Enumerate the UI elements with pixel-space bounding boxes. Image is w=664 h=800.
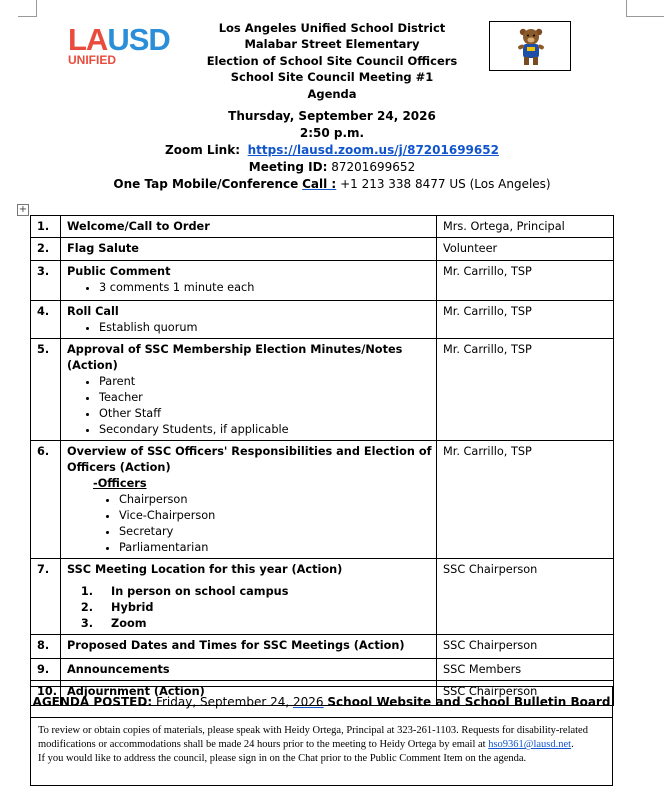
meeting-id-value: 87201699652 <box>331 160 416 174</box>
notice-text: To review or obtain copies of materials, please speak with Heidy Ortega, Principal at 323-261-1103. Requests for disability-related modifications or accommodations shall be made 24 hours prior to the meeting to Heidy Ortega by email at <box>38 725 588 751</box>
item-number: 6. <box>31 441 61 559</box>
logo-unified: UNIFIED <box>68 53 116 67</box>
document-header <box>160 20 504 102</box>
list-item: • Vice-Chairperson <box>119 508 432 524</box>
crop-mark-top-right <box>626 0 664 17</box>
item-title: Public Comment <box>67 265 171 278</box>
item-presenter: SSC Chairperson <box>437 635 614 659</box>
logo-usd: USD <box>107 22 170 57</box>
item-title: Welcome/Call to Order <box>67 220 210 233</box>
item-presenter: Mrs. Ortega, Principal <box>437 216 614 238</box>
call-label-underlined: Call : <box>302 177 337 191</box>
item-presenter: Mr. Carrillo, TSP <box>437 441 614 559</box>
item-number: 10. <box>31 681 61 706</box>
item-presenter: SSC Chairperson <box>437 559 614 635</box>
agenda-row <box>31 238 614 261</box>
call-line <box>100 176 564 193</box>
call-number: +1 213 338 8477 US (Los Angeles) <box>340 177 551 191</box>
agenda-row <box>31 635 614 659</box>
meeting-title: School Site Council Meeting #1 <box>230 70 434 85</box>
list-item: • 3 comments 1 minute each <box>99 280 432 296</box>
meeting-date: Thursday, September 24, 2026 <box>228 109 436 123</box>
agenda-row <box>31 659 614 681</box>
election-title: Election of School Site Council Officers <box>206 53 458 68</box>
item-title: Flag Salute <box>67 242 139 255</box>
agenda-row <box>31 261 614 301</box>
agenda-heading: Agenda <box>307 86 357 101</box>
item-title: Proposed Dates and Times for SSC Meetings (Action) <box>67 639 405 652</box>
list-item: • Parliamentarian <box>119 540 432 556</box>
list-item: • Other Staff <box>99 406 432 422</box>
item-presenter: SSC Members <box>437 659 614 681</box>
item-number: 9. <box>31 659 61 681</box>
meeting-id-label: Meeting ID: <box>248 160 328 174</box>
item-number: 7. <box>31 559 61 635</box>
list-item: • Secondary Students, if applicable <box>99 422 432 438</box>
principal-email-link[interactable]: hso9361@lausd.net <box>488 739 572 751</box>
item-presenter: Mr. Carrillo, TSP <box>437 339 614 441</box>
item-number: 4. <box>31 301 61 339</box>
item-title: Announcements <box>67 663 170 676</box>
meeting-time: 2:50 p.m. <box>299 126 365 140</box>
agenda-row <box>31 441 614 559</box>
logo-la: LA <box>68 22 108 57</box>
item-title: Adjournment (Action) <box>67 685 205 698</box>
accessibility-notice <box>30 717 613 786</box>
meeting-id-line <box>100 159 564 176</box>
numbered-item: 1. In person on school campus <box>97 584 432 600</box>
list-item: • Secretary <box>119 524 432 540</box>
numbered-item: 2. Hybrid <box>97 600 432 616</box>
item-presenter: Mr. Carrillo, TSP <box>437 261 614 301</box>
crop-mark-top-left <box>18 0 37 17</box>
notice-period: . <box>571 739 574 751</box>
list-item: • Parent <box>99 374 432 390</box>
officers-label: -Officers <box>93 477 147 490</box>
district-name: Los Angeles Unified School District <box>218 21 446 35</box>
call-label: One Tap Mobile/Conference <box>113 177 299 191</box>
item-title: Overview of SSC Officers' Responsibilities and Election of Officers (Action) <box>67 445 432 474</box>
item-title: Roll Call <box>67 305 119 318</box>
zoom-link[interactable]: https://lausd.zoom.us/j/87201699652 <box>247 143 499 157</box>
mascot-image <box>489 21 571 71</box>
lausd-logo <box>68 22 170 67</box>
numbered-item: 3. Zoom <box>97 616 432 632</box>
item-number: 2. <box>31 238 61 261</box>
item-title: SSC Meeting Location for this year (Action) <box>67 563 343 576</box>
list-item: • Establish quorum <box>99 320 432 336</box>
item-presenter: Mr. Carrillo, TSP <box>437 301 614 339</box>
list-item: • Chairperson <box>119 492 432 508</box>
item-number: 8. <box>31 635 61 659</box>
item-number: 1. <box>31 216 61 238</box>
agenda-row <box>31 559 614 635</box>
item-title: Approval of SSC Membership Election Minutes/Notes (Action) <box>67 343 403 372</box>
item-presenter: SSC Chairperson <box>437 681 614 706</box>
item-number: 3. <box>31 261 61 301</box>
posted-label: AGENDA POSTED: <box>32 695 153 709</box>
agenda-row <box>31 301 614 339</box>
posted-date: Friday, September 24, <box>155 695 290 709</box>
table-move-handle-icon[interactable]: + <box>18 204 28 215</box>
zoom-label: Zoom Link: <box>165 143 240 157</box>
agenda-row <box>31 216 614 238</box>
agenda-table <box>30 215 614 706</box>
posted-location: School Website and School Bulletin Board <box>327 695 611 709</box>
posted-year: 2026 <box>293 695 324 709</box>
item-presenter: Volunteer <box>437 238 614 261</box>
school-name: Malabar Street Elementary <box>244 37 420 52</box>
list-item: • Teacher <box>99 390 432 406</box>
public-comment-note: If you would like to address the council, please sign in on the Chat prior to the Public Comment Item on the agenda. <box>38 753 527 765</box>
agenda-posted-banner <box>30 686 613 718</box>
agenda-row <box>31 339 614 441</box>
meeting-details <box>100 108 564 193</box>
zoom-line <box>100 142 564 159</box>
item-number: 5. <box>31 339 61 441</box>
bear-mascot-icon <box>514 26 548 68</box>
